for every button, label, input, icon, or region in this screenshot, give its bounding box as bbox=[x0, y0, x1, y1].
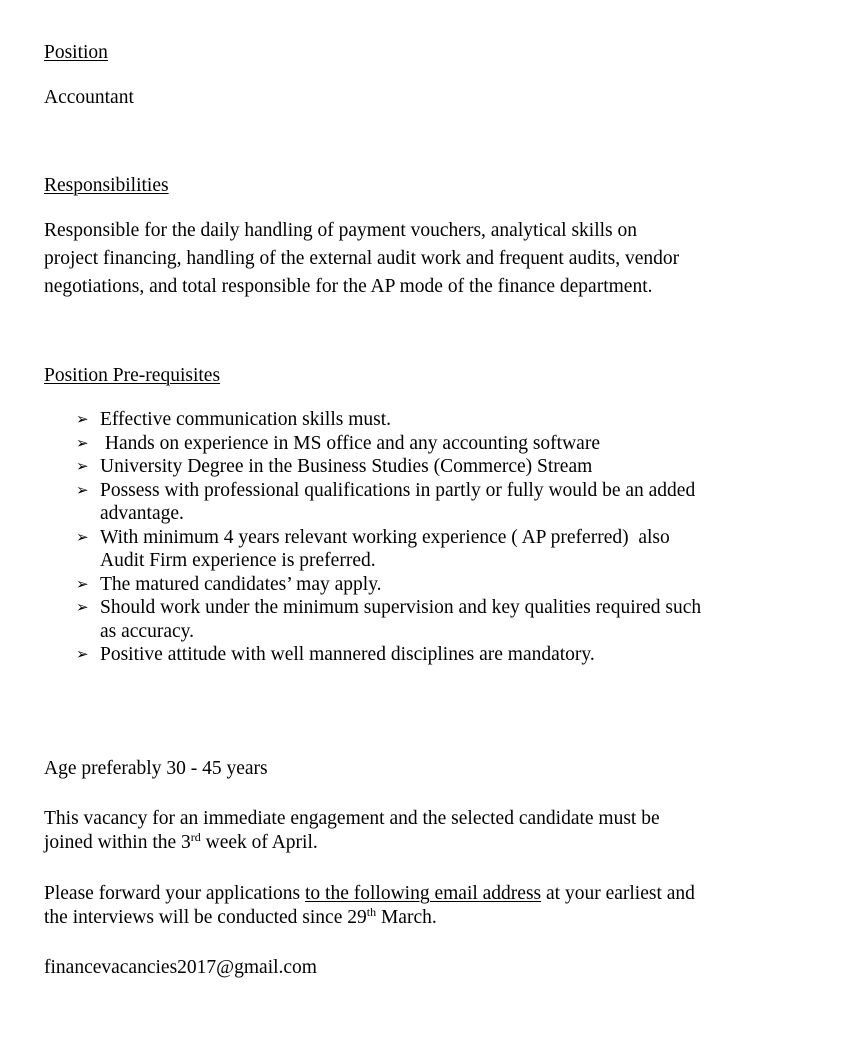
arrowhead-bullet-icon: ➢ bbox=[76, 645, 89, 663]
list-item bbox=[0, 408, 701, 432]
email-address-link[interactable]: to the following email address bbox=[305, 883, 542, 904]
list-item bbox=[0, 643, 701, 667]
list-item bbox=[0, 479, 701, 526]
list-item bbox=[0, 432, 701, 456]
arrowhead-bullet-icon: ➢ bbox=[76, 410, 89, 428]
age-requirement: Age preferably 30 - 45 years bbox=[44, 758, 268, 779]
arrowhead-bullet-icon: ➢ bbox=[76, 457, 89, 475]
list-item-text: With minimum 4 years relevant working experience ( AP preferred) also bbox=[100, 526, 670, 548]
list-item-text: Positive attitude with well mannered disciplines are mandatory. bbox=[100, 644, 595, 665]
vacancy-line-text: joined within the 3 bbox=[44, 832, 191, 853]
apply-line-text: the interviews will be conducted since 29 bbox=[44, 907, 367, 928]
list-item-text: Effective communication skills must. bbox=[100, 409, 392, 430]
responsibilities-line: project financing, handling of the external audit work and frequent audits, vendor bbox=[44, 248, 680, 269]
contact-email[interactable]: financevacancies2017@gmail.com bbox=[44, 957, 317, 978]
list-item-text: University Degree in the Business Studies (Commerce) Stream bbox=[100, 456, 593, 477]
list-item-text: The matured candidates’ may apply. bbox=[100, 573, 382, 595]
apply-line-text: March. bbox=[376, 907, 437, 928]
vacancy-line: This vacancy for an immediate engagement and the selected candidate must be bbox=[44, 808, 660, 829]
list-item-text: Possess with professional qualifications in partly or fully would be an added bbox=[100, 479, 696, 501]
list-item-text: Should work under the minimum supervision and key qualities required such bbox=[100, 597, 702, 618]
apply-text bbox=[44, 882, 695, 930]
prerequisites-list bbox=[0, 408, 701, 667]
prerequisites-heading: Position Pre-requisites bbox=[44, 365, 221, 386]
apply-line bbox=[44, 882, 695, 906]
list-item-text: advantage. bbox=[100, 503, 184, 524]
responsibilities-heading: Responsibilities bbox=[44, 175, 169, 196]
apply-line-text: Please forward your applications bbox=[44, 883, 306, 904]
list-item-text: Hands on experience in MS office and any accounting software bbox=[100, 432, 600, 454]
list-item bbox=[0, 526, 701, 573]
vacancy-line bbox=[44, 831, 660, 855]
position-value: Accountant bbox=[44, 87, 134, 108]
list-item-text: Audit Firm experience is preferred. bbox=[100, 550, 376, 571]
responsibilities-text bbox=[44, 217, 679, 301]
list-item bbox=[0, 455, 701, 479]
list-item-text: as accuracy. bbox=[100, 620, 194, 642]
list-item bbox=[0, 596, 701, 643]
position-heading: Position bbox=[44, 42, 108, 63]
arrowhead-bullet-icon: ➢ bbox=[76, 527, 89, 546]
ordinal-suffix: rd bbox=[190, 830, 201, 844]
vacancy-line-text: week of April. bbox=[200, 832, 318, 853]
ordinal-suffix: th bbox=[366, 905, 377, 919]
apply-line bbox=[44, 906, 695, 930]
arrowhead-bullet-icon: ➢ bbox=[76, 598, 89, 616]
apply-line-text: at your earliest and bbox=[541, 883, 695, 904]
arrowhead-bullet-icon: ➢ bbox=[76, 574, 89, 593]
responsibilities-line: Responsible for the daily handling of payment vouchers, analytical skills on bbox=[44, 220, 637, 241]
arrowhead-bullet-icon: ➢ bbox=[76, 480, 89, 499]
arrowhead-bullet-icon: ➢ bbox=[76, 433, 89, 452]
list-item bbox=[0, 573, 701, 597]
responsibilities-line: negotiations, and total responsible for the AP mode of the finance department. bbox=[44, 276, 653, 297]
vacancy-text bbox=[44, 807, 660, 855]
